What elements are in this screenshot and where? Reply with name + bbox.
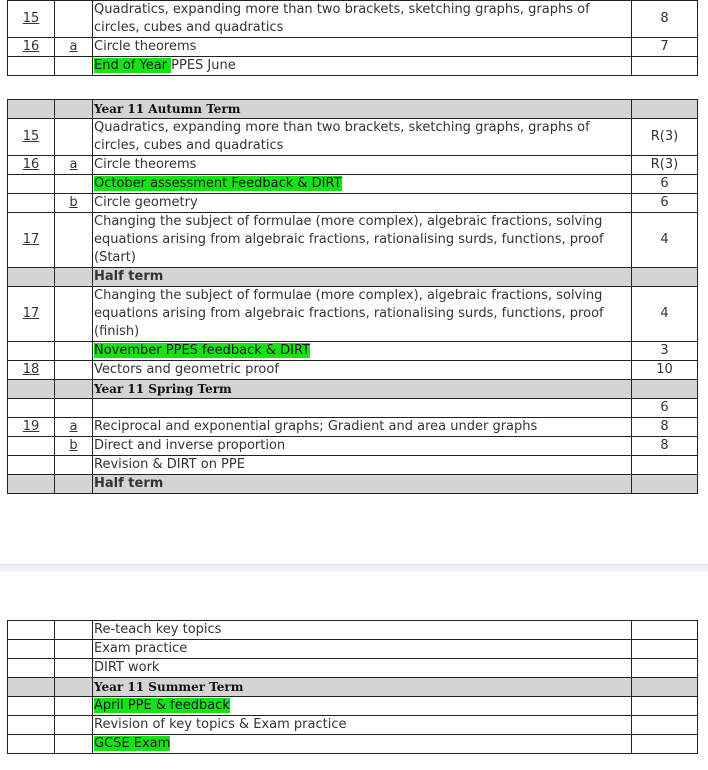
sub-unit: b <box>55 437 93 456</box>
unit-number: 17 <box>8 213 55 268</box>
topic-cell: Changing the subject of formulae (more complex), algebraic fractions, solving equations arising from algebraic fractions, rationalising surds, functions, proof (finish) <box>93 287 632 342</box>
table-row <box>8 194 698 213</box>
sub-unit: a <box>55 418 93 437</box>
half-term-row <box>8 475 698 494</box>
weeks-cell: 4 <box>632 287 698 342</box>
unit-number: 19 <box>8 418 55 437</box>
topic-cell: Exam practice <box>93 640 632 659</box>
topic-cell: Quadratics, expanding more than two brackets, sketching graphs, graphs of circles, cubes and quadratics <box>93 1 632 38</box>
topic-cell: Changing the subject of formulae (more complex), algebraic fractions, solving equations arising from algebraic fractions, rationalising surds, functions, proof (Start) <box>93 213 632 268</box>
weeks-cell: 6 <box>632 175 698 194</box>
topic-cell: Reciprocal and exponential graphs; Gradient and area under graphs <box>93 418 632 437</box>
table-row <box>8 361 698 380</box>
weeks-cell: 6 <box>632 399 698 418</box>
table-row <box>8 621 698 640</box>
highlighted-text: End of Year <box>94 58 172 73</box>
weeks-cell: 6 <box>632 194 698 213</box>
spring-term-heading: Year 11 Spring Term <box>93 380 632 399</box>
table-row <box>8 156 698 175</box>
topic-cell <box>93 735 632 754</box>
summer-term-heading: Year 11 Summer Term <box>93 678 632 697</box>
topic-cell: Revision & DIRT on PPE <box>93 456 632 475</box>
weeks-cell: 8 <box>632 1 698 38</box>
scheme-table-top <box>7 0 698 76</box>
table-row <box>8 418 698 437</box>
topic-cell: Quadratics, expanding more than two brackets, sketching graphs, graphs of circles, cubes and quadratics <box>93 119 632 156</box>
topic-cell: Vectors and geometric proof <box>93 361 632 380</box>
table-row <box>8 697 698 716</box>
table-row <box>8 456 698 475</box>
autumn-term-heading: Year 11 Autumn Term <box>93 100 632 119</box>
unit-number: 18 <box>8 361 55 380</box>
sub-unit: b <box>55 194 93 213</box>
unit-number: 16 <box>8 156 55 175</box>
topic-cell: Direct and inverse proportion <box>93 437 632 456</box>
sub-unit <box>55 1 93 38</box>
half-term-label: Half term <box>93 268 632 287</box>
weeks-cell: 7 <box>632 38 698 57</box>
table-row <box>8 399 698 418</box>
topic-cell: Revision of key topics & Exam practice <box>93 716 632 735</box>
table-row <box>8 175 698 194</box>
scheme-table-summer <box>7 620 698 754</box>
page-break-divider <box>0 564 708 571</box>
unit-number: 16 <box>8 38 55 57</box>
scheme-table-year11 <box>7 99 698 494</box>
unit-number: 15 <box>8 119 55 156</box>
topic-cell <box>93 697 632 716</box>
table-row <box>8 716 698 735</box>
topic-cell <box>93 57 632 76</box>
table-row <box>8 213 698 268</box>
highlighted-text: April PPE & feedback <box>94 698 230 713</box>
topic-cell: DIRT work <box>93 659 632 678</box>
topic-cell: Circle theorems <box>93 38 632 57</box>
table-row <box>8 640 698 659</box>
topic-cell: Re-teach key topics <box>93 621 632 640</box>
weeks-cell: 8 <box>632 437 698 456</box>
table-row <box>8 735 698 754</box>
half-term-row <box>8 268 698 287</box>
highlighted-text: October assessment Feedback & DIRT <box>94 176 342 191</box>
half-term-label: Half term <box>93 475 632 494</box>
highlighted-text: November PPES feedback & DIRT <box>94 343 311 358</box>
term-header-row <box>8 678 698 697</box>
highlighted-text: GCSE Exam <box>94 736 171 751</box>
topic-text: PPES June <box>171 58 236 73</box>
table-row <box>8 38 698 57</box>
sub-unit: a <box>55 156 93 175</box>
table-row <box>8 437 698 456</box>
weeks-cell: 8 <box>632 418 698 437</box>
weeks-cell: 10 <box>632 361 698 380</box>
unit-number: 15 <box>8 1 55 38</box>
table-row <box>8 659 698 678</box>
table-row <box>8 287 698 342</box>
weeks-cell: R(3) <box>632 119 698 156</box>
table-row <box>8 1 698 38</box>
sub-unit: a <box>55 38 93 57</box>
topic-cell: Circle geometry <box>93 194 632 213</box>
topic-cell <box>93 342 632 361</box>
topic-cell <box>93 399 632 418</box>
topic-cell <box>93 175 632 194</box>
term-header-row <box>8 380 698 399</box>
topic-cell: Circle theorems <box>93 156 632 175</box>
table-row <box>8 119 698 156</box>
weeks-cell: 3 <box>632 342 698 361</box>
table-row <box>8 57 698 76</box>
term-header-row <box>8 100 698 119</box>
unit-number: 17 <box>8 287 55 342</box>
table-row <box>8 342 698 361</box>
weeks-cell: 4 <box>632 213 698 268</box>
weeks-cell: R(3) <box>632 156 698 175</box>
